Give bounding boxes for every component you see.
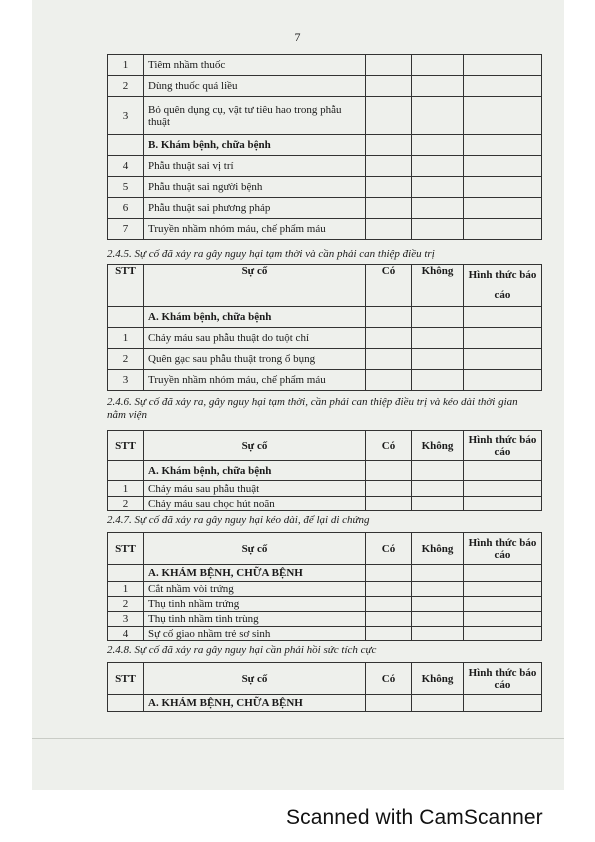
table-cell <box>464 55 542 76</box>
table-cell <box>366 481 412 497</box>
table-row <box>108 135 542 156</box>
row-number: 7 <box>108 219 144 240</box>
table-cell <box>366 219 412 240</box>
table-row <box>108 597 542 612</box>
incident-text: Chảy máu sau phẫu thuật do tuột chỉ <box>144 328 366 349</box>
group-heading: A. KHÁM BỆNH, CHỮA BỆNH <box>144 565 366 582</box>
table-row <box>108 349 542 370</box>
header-row <box>108 533 542 565</box>
table-cell <box>366 349 412 370</box>
table-cell <box>366 695 412 712</box>
row-number: 1 <box>108 582 144 597</box>
row-number: 2 <box>108 349 144 370</box>
table-row <box>108 55 542 76</box>
table-cell <box>412 97 464 135</box>
section-title-2-4-8: 2.4.8. Sự cố đã xảy ra gây nguy hại cần phải hồi sức tích cực <box>107 644 377 656</box>
table-cell <box>464 156 542 177</box>
table-cell <box>412 307 464 328</box>
table-cell <box>366 97 412 135</box>
table-cell <box>366 156 412 177</box>
table-cell <box>412 461 464 481</box>
row-number: 4 <box>108 627 144 641</box>
header-hinh-thuc: Hình thức báo cáo <box>464 265 542 307</box>
table-cell <box>412 198 464 219</box>
table-cell <box>464 582 542 597</box>
header-co: Có <box>366 663 412 695</box>
table-cell <box>464 328 542 349</box>
table-row <box>108 582 542 597</box>
table-cell <box>464 370 542 391</box>
table-cell <box>412 135 464 156</box>
table-2-4-7 <box>107 532 542 641</box>
table-row <box>108 461 542 481</box>
header-khong: Không <box>412 663 464 695</box>
table-2-4-8 <box>107 662 542 712</box>
table-row <box>108 156 542 177</box>
table-row <box>108 198 542 219</box>
table-row <box>108 219 542 240</box>
incident-text: Truyền nhầm nhóm máu, chế phẩm máu <box>144 370 366 391</box>
table-cell <box>366 370 412 391</box>
table-row <box>108 497 542 511</box>
table-row <box>108 328 542 349</box>
header-row <box>108 265 542 307</box>
row-number: 3 <box>108 97 144 135</box>
table-cell <box>366 627 412 641</box>
table-cell <box>412 612 464 627</box>
table-cell <box>412 349 464 370</box>
header-co: Có <box>366 431 412 461</box>
table-cell <box>464 481 542 497</box>
incident-text: Thụ tinh nhầm tinh trùng <box>144 612 366 627</box>
table-cell <box>366 497 412 511</box>
header-su-co: Sự cố <box>144 533 366 565</box>
incident-text: Phẫu thuật sai người bệnh <box>144 177 366 198</box>
table-cell <box>464 219 542 240</box>
table-cell <box>464 597 542 612</box>
table-cell <box>464 497 542 511</box>
incident-text: Chảy máu sau phẫu thuật <box>144 481 366 497</box>
table-cell <box>464 565 542 582</box>
row-number: 2 <box>108 76 144 97</box>
table-cell <box>412 328 464 349</box>
table-cell <box>412 695 464 712</box>
table-cell <box>108 307 144 328</box>
row-number <box>108 135 144 156</box>
table-cell <box>366 135 412 156</box>
table-cell <box>366 76 412 97</box>
section-title-2-4-6: 2.4.6. Sự cố đã xảy ra, gây nguy hại tạm thời, cần phải can thiệp điều trị và kéo dài thời gian nằm viện <box>107 396 518 421</box>
table-cell <box>108 461 144 481</box>
incident-text: Bỏ quên dụng cụ, vật tư tiêu hao trong phẫu thuật <box>144 97 366 135</box>
row-number: 2 <box>108 597 144 612</box>
table-cell <box>464 135 542 156</box>
table-cell <box>412 627 464 641</box>
table-cell <box>464 349 542 370</box>
group-heading: B. Khám bệnh, chữa bệnh <box>144 135 366 156</box>
row-number: 3 <box>108 612 144 627</box>
header-stt: STT <box>108 265 144 307</box>
table-2-4-5 <box>107 264 542 391</box>
group-heading: A. Khám bệnh, chữa bệnh <box>144 307 366 328</box>
table-cell <box>464 695 542 712</box>
table-cell <box>412 219 464 240</box>
table-cell <box>366 328 412 349</box>
table-row <box>108 612 542 627</box>
incident-text: Truyền nhầm nhóm máu, chế phẩm máu <box>144 219 366 240</box>
incident-text: Phẫu thuật sai phương pháp <box>144 198 366 219</box>
table-cell <box>366 461 412 481</box>
incident-text: Tiêm nhầm thuốc <box>144 55 366 76</box>
table-cell <box>108 565 144 582</box>
page-bottom-line <box>32 738 564 739</box>
camscanner-watermark: Scanned with CamScanner <box>286 806 543 829</box>
table-cell <box>412 370 464 391</box>
table-row <box>108 370 542 391</box>
table-cell <box>366 198 412 219</box>
row-number: 6 <box>108 198 144 219</box>
table-row <box>108 76 542 97</box>
table-cell <box>366 582 412 597</box>
table-row <box>108 695 542 712</box>
incident-text: Phẫu thuật sai vị trí <box>144 156 366 177</box>
incident-text: Quên gạc sau phẫu thuật trong ổ bụng <box>144 349 366 370</box>
header-stt: STT <box>108 663 144 695</box>
table-row <box>108 177 542 198</box>
header-khong: Không <box>412 431 464 461</box>
table-cell <box>412 582 464 597</box>
header-row <box>108 431 542 461</box>
header-hinh-thuc: Hình thức báo cáo <box>464 431 542 461</box>
row-number: 1 <box>108 55 144 76</box>
table-2-4-6 <box>107 430 542 511</box>
table-cell <box>366 565 412 582</box>
row-number: 2 <box>108 497 144 511</box>
table-row <box>108 307 542 328</box>
table-cell <box>366 177 412 198</box>
table-cell <box>108 695 144 712</box>
table-cell <box>412 597 464 612</box>
table-cell <box>412 156 464 177</box>
table-cell <box>366 612 412 627</box>
header-hinh-thuc: Hình thức báo cáo <box>464 663 542 695</box>
row-number: 1 <box>108 328 144 349</box>
header-khong: Không <box>412 265 464 307</box>
incident-text: Sự cố giao nhầm trẻ sơ sinh <box>144 627 366 641</box>
table-cell <box>464 627 542 641</box>
table-cell <box>464 97 542 135</box>
group-heading: A. KHÁM BỆNH, CHỮA BỆNH <box>144 695 366 712</box>
header-stt: STT <box>108 431 144 461</box>
table-row <box>108 627 542 641</box>
table-continued <box>107 54 542 240</box>
table-cell <box>412 481 464 497</box>
table-cell <box>412 55 464 76</box>
table-cell <box>412 177 464 198</box>
table-cell <box>464 612 542 627</box>
table-cell <box>412 565 464 582</box>
table-cell <box>464 307 542 328</box>
header-co: Có <box>366 533 412 565</box>
table-cell <box>464 177 542 198</box>
header-khong: Không <box>412 533 464 565</box>
row-number: 4 <box>108 156 144 177</box>
incident-text: Cắt nhầm vòi trứng <box>144 582 366 597</box>
table-row <box>108 481 542 497</box>
incident-text: Dùng thuốc quá liều <box>144 76 366 97</box>
table-cell <box>464 76 542 97</box>
table-cell <box>464 461 542 481</box>
header-stt: STT <box>108 533 144 565</box>
page-number: 7 <box>294 30 301 44</box>
header-su-co: Sự cố <box>144 431 366 461</box>
table-cell <box>464 198 542 219</box>
table-cell <box>412 76 464 97</box>
incident-text: Chảy máu sau chọc hút noãn <box>144 497 366 511</box>
row-number: 5 <box>108 177 144 198</box>
incident-text: Thụ tinh nhầm trứng <box>144 597 366 612</box>
table-cell <box>412 497 464 511</box>
header-su-co: Sự cố <box>144 663 366 695</box>
header-su-co: Sự cố <box>144 265 366 307</box>
header-co: Có <box>366 265 412 307</box>
section-title-2-4-7: 2.4.7. Sự cố đã xảy ra gây nguy hại kéo dài, để lại di chứng <box>107 514 370 526</box>
table-cell <box>366 597 412 612</box>
group-heading: A. Khám bệnh, chữa bệnh <box>144 461 366 481</box>
table-cell <box>366 55 412 76</box>
section-title-2-4-5: 2.4.5. Sự cố đã xảy ra gây nguy hại tạm thời và cần phải can thiệp điều trị <box>107 248 435 260</box>
header-row <box>108 663 542 695</box>
row-number: 3 <box>108 370 144 391</box>
header-hinh-thuc: Hình thức báo cáo <box>464 533 542 565</box>
table-row <box>108 565 542 582</box>
row-number: 1 <box>108 481 144 497</box>
table-cell <box>366 307 412 328</box>
table-row <box>108 97 542 135</box>
